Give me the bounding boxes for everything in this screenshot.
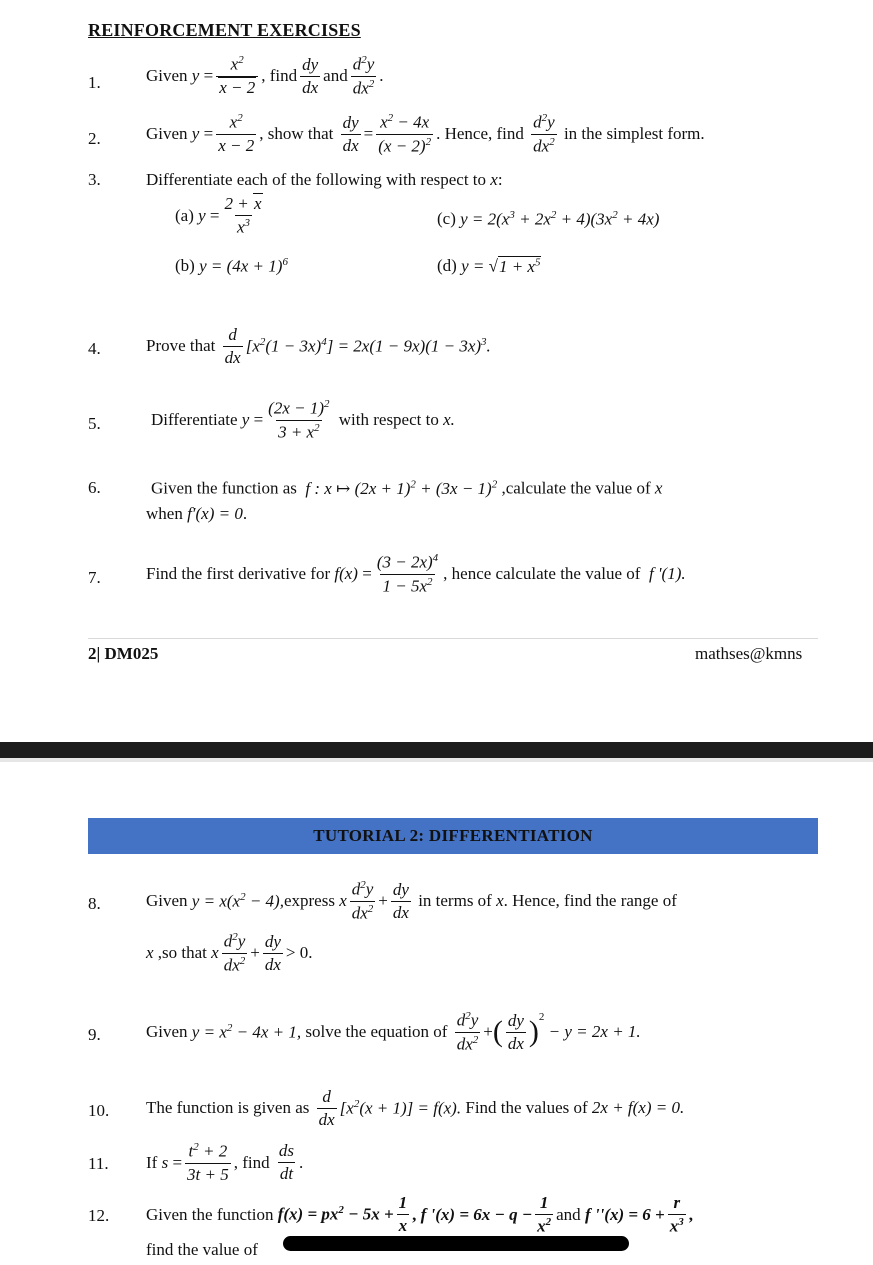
question-number: 10. [88,1101,110,1120]
question-number: 4. [88,339,101,358]
question-number: 12. [88,1206,110,1225]
page-separator-shadow [0,758,873,762]
question-number: 7. [88,568,101,587]
tutorial-banner: TUTORIAL 2: DIFFERENTIATION [88,818,818,854]
page-title: REINFORCEMENT EXERCISES [88,20,361,40]
question-number: 11. [88,1154,109,1173]
question-number: 2. [88,129,101,148]
footer-email: mathses@kmns [695,644,803,663]
question-3d: (d) $y = √1 + x^5$ [437,256,541,276]
footer-page-code: 2| DM025 [88,644,159,663]
question-3a: (a) y = $\frac{2 + x}{x^3}$ [175,194,262,237]
question-number: 6. [88,478,101,497]
page-separator [0,742,873,758]
question-number: 1. [88,73,101,92]
question-number: 8. [88,894,101,913]
question-body: Given y = $\frac{x^2}{x - 2}$ , find $\frac{dy}{dx}$ and $\frac{d^2y}{dx^2}$ . [146,54,384,98]
fraction: $\frac{x^2}{x - 2}$ [216,55,258,96]
footer-divider [88,638,818,639]
question-number: 3. [88,170,101,189]
question-number: 9. [88,1025,101,1044]
question-3b: (b) $y = (4x + 1)^6$ [175,256,288,276]
question-body: Given y = $\frac{x^2}{x - 2}$ , show that $\frac{dy}{dx}$ = $\frac{x^2 - 4x}{(x - 2)^2}$ . Hence, find $\frac{d^2y}{dx^2}$ in the simplest form. [146,112,705,156]
redaction-bar [283,1236,629,1251]
question-3c: (c) $y = 2(x^3 + 2x^2 + 4)(3x^2 + 4x)$ [437,209,660,229]
question-number: 5. [88,414,101,433]
